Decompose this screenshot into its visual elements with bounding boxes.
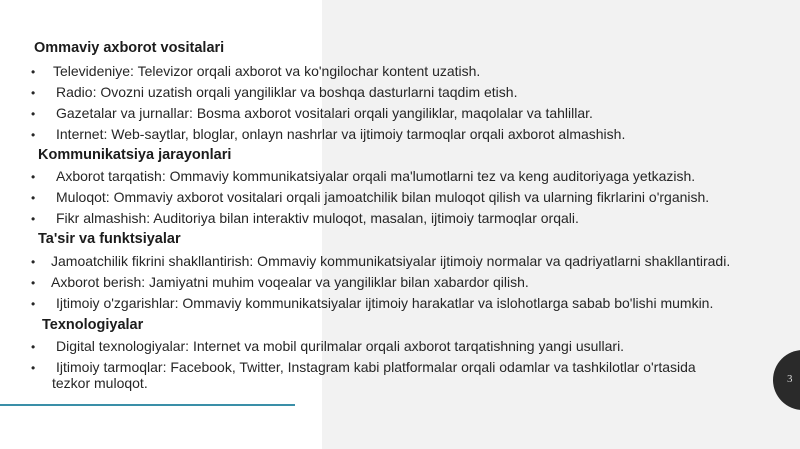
bullet-icon: •	[31, 361, 36, 375]
bullet-icon: •	[31, 276, 36, 290]
list-item: • Muloqot: Ommaviy axborot vositalari orqali jamoatchilik bilan muloqot qilish va ularning fikrlarini o'rganish.	[31, 189, 710, 205]
section-title: Ta'sir va funktsiyalar	[38, 231, 181, 247]
list-item: • Gazetalar va jurnallar: Bosma axborot vositalari orqali yangiliklar, maqolalar va tahlillar.	[31, 105, 593, 121]
list-item: • Ijtimoiy tarmoqlar: Facebook, Twitter, Instagram kabi platformalar orqali odamlar va tashkilotlar o'rtasida tezkor muloqot.	[31, 359, 696, 391]
page-number: 3	[787, 373, 793, 385]
bullet-icon: •	[31, 107, 36, 121]
list-item: • Axborot berish: Jamiyatni muhim voqealar va yangiliklar bilan xabardor qilish.	[31, 274, 529, 290]
list-item: • Ijtimoiy o'zgarishlar: Ommaviy kommunikatsiyalar ijtimoiy harakatlar va islohotlarga sabab bo'lishi mumkin.	[31, 295, 714, 311]
list-item: • Televideniye: Televizor orqali axborot va ko'ngilochar kontent uzatish.	[31, 63, 481, 79]
bullet-icon: •	[31, 255, 36, 269]
bullet-icon: •	[31, 212, 36, 226]
section-title: Texnologiyalar	[42, 317, 144, 333]
accent-divider	[0, 404, 295, 406]
bullet-icon: •	[31, 170, 36, 184]
list-item: • Jamoatchilik fikrini shakllantirish: Ommaviy kommunikatsiyalar ijtimoiy normalar va qadriyatlarni shakllantiradi.	[31, 253, 731, 269]
section-title: Ommaviy axborot vositalari	[34, 40, 225, 56]
bullet-icon: •	[31, 340, 36, 354]
list-item: • Digital texnologiyalar: Internet va mobil qurilmalar orqali axborot tarqatishning yangi usullari.	[31, 338, 625, 354]
list-item: • Fikr almashish: Auditoriya bilan interaktiv muloqot, masalan, ijtimoiy tarmoqlar orqali.	[31, 210, 579, 226]
bullet-icon: •	[31, 86, 36, 100]
section-title: Kommunikatsiya jarayonlari	[38, 147, 232, 163]
bullet-icon: •	[31, 128, 36, 142]
bullet-icon: •	[31, 297, 36, 311]
bullet-icon: •	[31, 65, 36, 79]
list-item: • Radio: Ovozni uzatish orqali yangiliklar va boshqa dasturlarni taqdim etish.	[31, 84, 518, 100]
list-item: • Internet: Web-saytlar, bloglar, onlayn nashrlar va ijtimoiy tarmoqlar orqali axborot almashish.	[31, 126, 626, 142]
bullet-icon: •	[31, 191, 36, 205]
list-item: • Axborot tarqatish: Ommaviy kommunikatsiyalar orqali ma'lumotlarni tez va keng auditoriyaga yetkazish.	[31, 168, 696, 184]
